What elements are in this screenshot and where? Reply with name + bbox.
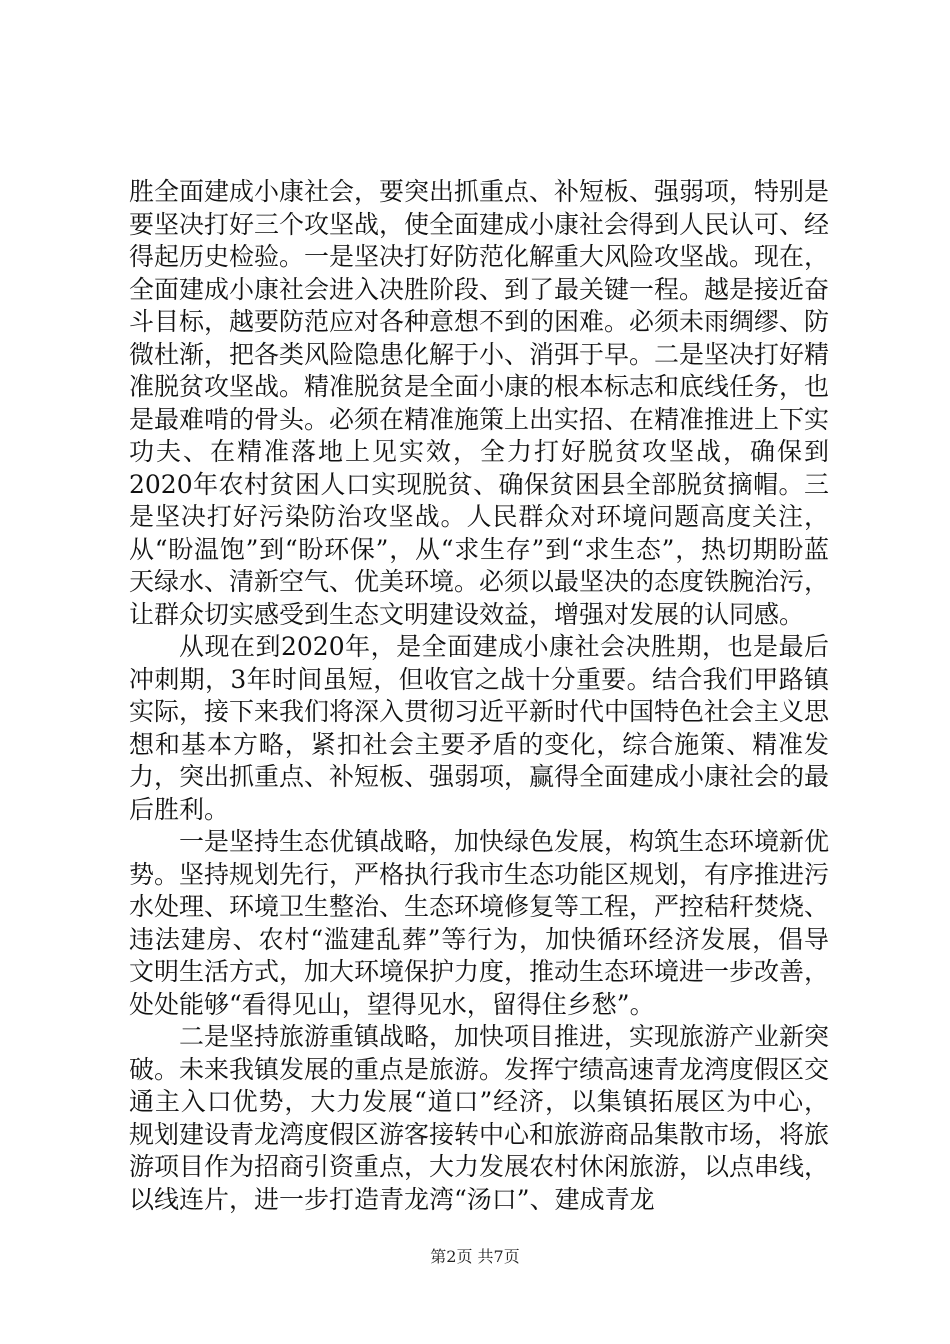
- document-body: [129, 176, 829, 1216]
- paragraph-2: 从现在到2020年，是全面建成小康社会决胜期，也是最后冲刺期，3年时间虽短，但收官之战十分重要。结合我们甲路镇实际，接下来我们将深入贯彻习近平新时代中国特色社会主义思想和基本方略，紧扣社会主要矛盾的变化，综合施策、精准发力，突出抓重点、补短板、强弱项，赢得全面建成小康社会的最后胜利。: [129, 632, 830, 824]
- page-footer: 第2页 共7页: [430, 1247, 520, 1266]
- paragraph-4: 二是坚持旅游重镇战略，加快项目推进，实现旅游产业新突破。未来我镇发展的重点是旅游。发挥宁绩高速青龙湾度假区交通主入口优势，大力发展“道口”经济，以集镇拓展区为中心，规划建设青龙湾度假区游客接转中心和旅游商品集散市场，将旅游项目作为招商引资重点，大力发展农村休闲旅游，以点串线，以线连片，进一步打造青龙湾“汤口”、建成青龙: [129, 1022, 830, 1214]
- paragraph-3: 一是坚持生态优镇战略，加快绿色发展，构筑生态环境新优势。坚持规划先行，严格执行我市生态功能区规划，有序推进污水处理、环境卫生整治、生态环境修复等工程，严控秸秆焚烧、违法建房、农村“滥建乱葬”等行为，加快循环经济发展，倡导文明生活方式，加大环境保护力度，推动生态环境进一步改善，处处能够“看得见山，望得见水，留得住乡愁”。: [129, 827, 830, 1019]
- paragraph-1: 胜全面建成小康社会，要突出抓重点、补短板、强弱项，特别是要坚决打好三个攻坚战，使全面建成小康社会得到人民认可、经得起历史检验。一是坚决打好防范化解重大风险攻坚战。现在，全面建成小康社会进入决胜阶段、到了最关键一程。越是接近奋斗目标，越要防范应对各种意想不到的困难。必须未雨绸缪、防微杜渐，把各类风险隐患化解于小、消弭于早。二是坚决打好精准脱贫攻坚战。精准脱贫是全面小康的根本标志和底线任务，也是最难啃的骨头。必须在精准施策上出实招、在精准推进上下实功夫、在精准落地上见实效，全力打好脱贫攻坚战，确保到2020年农村贫困人口实现脱贫、确保贫困县全部脱贫摘帽。三是坚决打好污染防治攻坚战。人民群众对环境问题高度关注，从“盼温饱”到“盼环保”，从“求生存”到“求生态”，热切期盼蓝天绿水、清新空气、优美环境。必须以最坚决的态度铁腕治污，让群众切实感受到生态文明建设效益，增强对发展的认同感。: [129, 177, 830, 629]
